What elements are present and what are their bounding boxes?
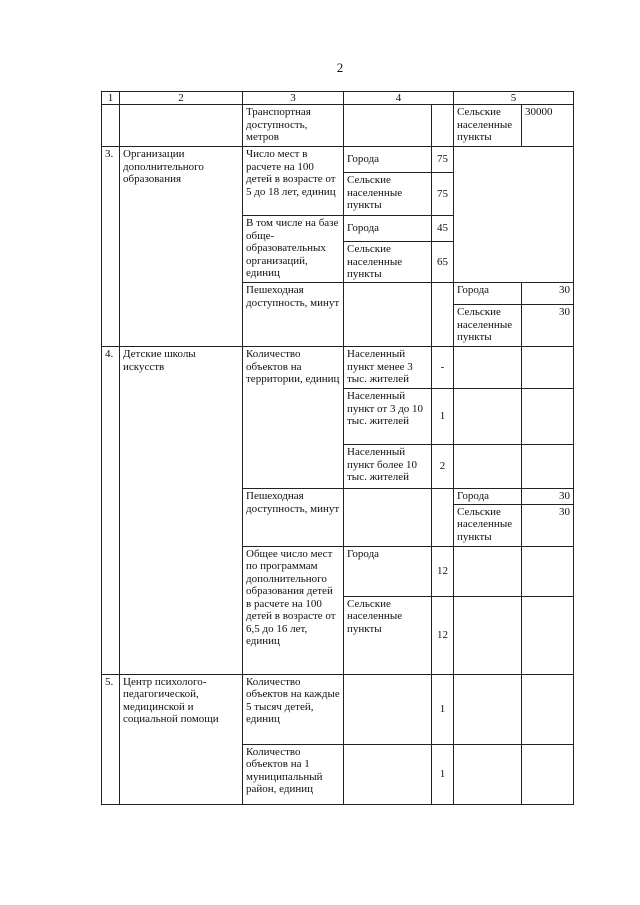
table-cell: [522, 674, 574, 744]
table-cell: [454, 596, 522, 674]
settlement-cell: Сельские населенные пункты: [344, 596, 432, 674]
table-cell: [344, 744, 432, 804]
table-cell: [102, 105, 120, 147]
indicator-cell: Пешеходная доступность, минут: [243, 489, 344, 547]
value-cell: 12: [432, 596, 454, 674]
table-cell: [454, 347, 522, 389]
value-cell: 30: [522, 489, 574, 505]
table-cell: [454, 147, 574, 283]
settlement-cell: Города: [344, 216, 432, 242]
indicator-cell: Пешеходная доступность, минут: [243, 283, 344, 347]
table-cell: [344, 489, 432, 547]
value-cell: 1: [432, 389, 454, 445]
value-cell: 65: [432, 242, 454, 283]
table-cell: [522, 546, 574, 596]
header-row: [102, 92, 574, 105]
value-cell: 30: [522, 504, 574, 546]
settlement-cell: Города: [454, 283, 522, 305]
page-number: 2: [336, 60, 344, 75]
table-cell: [522, 744, 574, 804]
section-number: 4.: [102, 347, 120, 675]
settlement-cell: Сельские населенные пункты: [454, 105, 522, 147]
value-cell: 30: [522, 305, 574, 347]
settlement-cell: Сельские населенные пункты: [454, 504, 522, 546]
indicator-cell: Количество объектов на территории, единиц: [243, 347, 344, 489]
settlement-cell: Населенный пункт более 10 тыс. жителей: [344, 445, 432, 489]
value-cell: 75: [432, 173, 454, 216]
value-cell: 12: [432, 546, 454, 596]
section-name: Центр психолого-педагогической, медицинской и социальной помощи: [120, 674, 243, 804]
indicator-cell: Число мест в расчете на 100 детей в возрасте от 5 до 18 лет, единиц: [243, 147, 344, 216]
header-cell: 5: [454, 92, 574, 105]
value-cell: 45: [432, 216, 454, 242]
table-row: [102, 674, 574, 744]
table-cell: [454, 445, 522, 489]
table-cell: [522, 596, 574, 674]
indicator-cell: Общее число мест по программам дополнительного образования детей в расчете на 100 детей в возрасте от 6,5 до 16 лет, единиц: [243, 546, 344, 674]
table-cell: [344, 283, 432, 347]
section-name: Организации дополнительного образования: [120, 147, 243, 347]
header-cell: 1: [102, 92, 120, 105]
table-cell: [432, 489, 454, 547]
indicator-cell: Транспортная доступность, метров: [243, 105, 344, 147]
table-cell: [454, 744, 522, 804]
value-cell: 30000: [522, 105, 574, 147]
table-cell: [454, 389, 522, 445]
value-cell: -: [432, 347, 454, 389]
table-row: [102, 105, 574, 147]
table-cell: [522, 347, 574, 389]
settlement-cell: Населенный пункт менее 3 тыс. жителей: [344, 347, 432, 389]
section-name: Детские школы искусств: [120, 347, 243, 675]
table-cell: [344, 105, 432, 147]
header-cell: 2: [120, 92, 243, 105]
settlement-cell: Сельские населенные пункты: [344, 173, 432, 216]
settlement-cell: Сельские населенные пункты: [344, 242, 432, 283]
table-cell: [432, 283, 454, 347]
header-cell: 3: [243, 92, 344, 105]
table-row: [102, 347, 574, 389]
indicator-cell: Количество объектов на 1 муниципальный район, единиц: [243, 744, 344, 804]
value-cell: 2: [432, 445, 454, 489]
table-cell: [522, 445, 574, 489]
settlement-cell: Города: [344, 546, 432, 596]
value-cell: 1: [432, 674, 454, 744]
norms-table: [101, 91, 574, 805]
table-cell: [432, 105, 454, 147]
table-row: [102, 147, 574, 173]
value-cell: 75: [432, 147, 454, 173]
indicator-cell: В том числе на базе обще-образовательных организаций, единиц: [243, 216, 344, 283]
table-cell: [120, 105, 243, 147]
settlement-cell: Города: [344, 147, 432, 173]
header-cell: 4: [344, 92, 454, 105]
value-cell: 1: [432, 744, 454, 804]
settlement-cell: Города: [454, 489, 522, 505]
table-cell: [522, 389, 574, 445]
value-cell: 30: [522, 283, 574, 305]
section-number: 3.: [102, 147, 120, 347]
table-cell: [344, 674, 432, 744]
settlement-cell: Сельские населенные пункты: [454, 305, 522, 347]
table-cell: [454, 546, 522, 596]
settlement-cell: Населенный пункт от 3 до 10 тыс. жителей: [344, 389, 432, 445]
indicator-cell: Количество объектов на каждые 5 тысяч детей, единиц: [243, 674, 344, 744]
section-number: 5.: [102, 674, 120, 804]
table-cell: [454, 674, 522, 744]
